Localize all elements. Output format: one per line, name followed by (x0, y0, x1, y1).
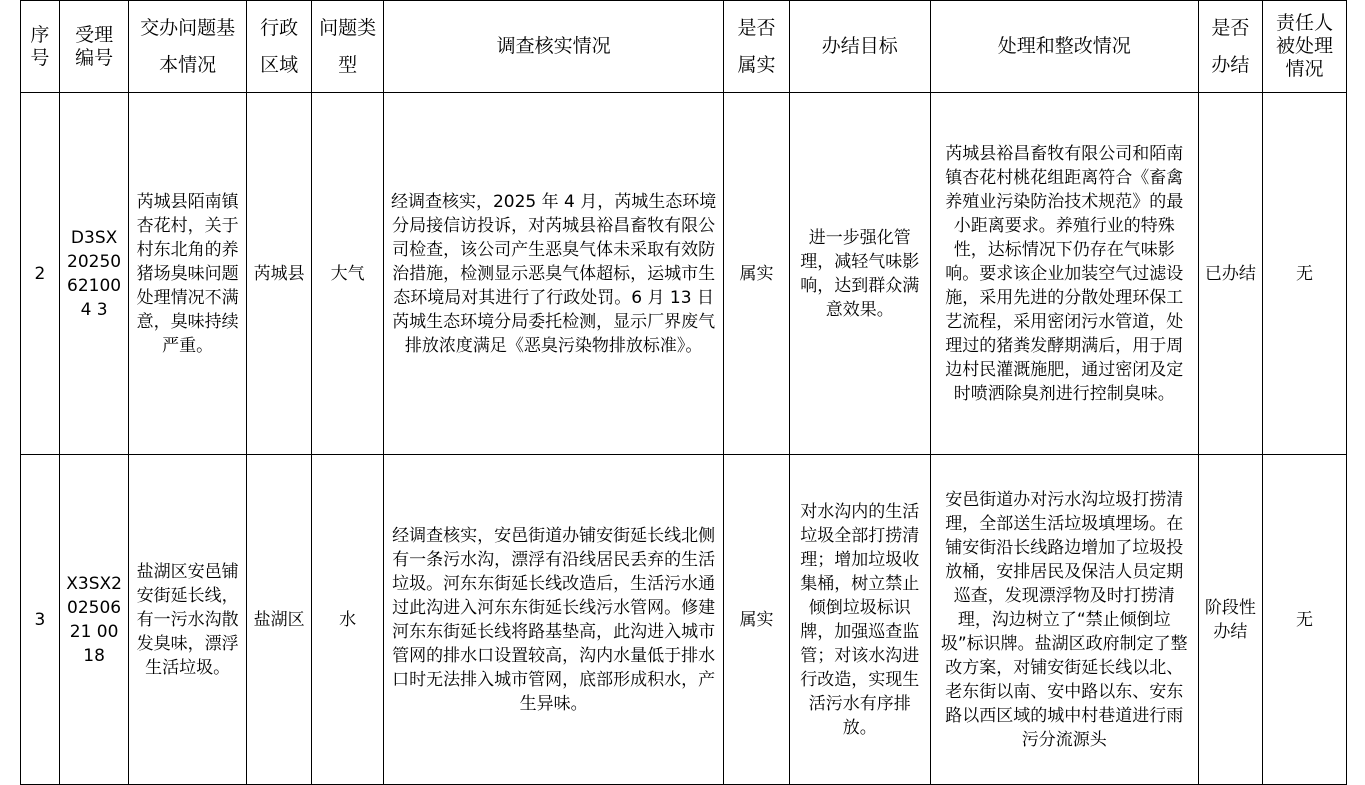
cell-type: 大气 (312, 93, 384, 455)
header-region: 行政区域 (246, 1, 311, 93)
header-is-true: 是否属实 (724, 1, 789, 93)
cell-is-done: 已办结 (1198, 93, 1262, 455)
cell-handling: 芮城县裕昌畜牧有限公司和陌南镇杏花村桃花组距离符合《畜禽养殖业污染防治技术规范》的最小距离要求。养殖行业的特殊性，达标情况下仍存在气味影响。要求该企业加装空气过滤设施，采用先进的分散处理环保工艺流程，采用密闭污水管道，处理过的猪粪发酵期满后，用于周边村民灌溉施肥，通过密闭及定时喷洒除臭剂进行控制臭味。 (930, 93, 1198, 455)
cell-accept-no: X3SX20250621 0018 (59, 455, 129, 785)
cell-responsibility: 无 (1263, 93, 1347, 455)
header-problem: 交办问题基本情况 (129, 1, 247, 93)
header-accept-no: 受理编号 (59, 1, 129, 93)
cell-investigation: 经调查核实，2025 年 4 月，芮城生态环境分局接信访投诉，对芮城县裕昌畜牧有限公司检查，该公司产生恶臭气体未采取有效防治措施，检测显示恶臭气体超标，运城市生态环境局对其进行了行政处罚。6 月 13 日芮城生态环境分局委托检测，显示厂界废气排放浓度满足《恶臭污染物排放标准》。 (383, 93, 723, 455)
case-table (20, 0, 1347, 785)
cell-goal: 进一步强化管理，减轻气味影响，达到群众满意效果。 (789, 93, 930, 455)
table-row (21, 455, 1347, 785)
cell-type: 水 (312, 455, 384, 785)
cell-seq: 2 (21, 93, 60, 455)
header-investigation: 调查核实情况 (383, 1, 723, 93)
cell-seq: 3 (21, 455, 60, 785)
cell-goal: 对水沟内的生活垃圾全部打捞清理；增加垃圾收集桶，树立禁止倾倒垃圾标识牌，加强巡查监管；对该水沟进行改造，实现生活污水有序排放。 (789, 455, 930, 785)
header-is-done: 是否办结 (1198, 1, 1262, 93)
cell-handling: 安邑街道办对污水沟垃圾打捞清理，全部送生活垃圾填埋场。在铺安街沿长线路边增加了垃圾投放桶，安排居民及保洁人员定期巡查，发现漂浮物及时打捞清理，沟边树立了“禁止倾倒垃圾”标识牌。盐湖区政府制定了整改方案，对铺安街延长线以北、老东街以南、安中路以东、安东路以西区域的城中村巷道进行雨污分流源头 (930, 455, 1198, 785)
header-goal: 办结目标 (789, 1, 930, 93)
cell-region: 盐湖区 (246, 455, 311, 785)
table-row (21, 93, 1347, 455)
cell-is-true: 属实 (724, 455, 789, 785)
header-row (21, 1, 1347, 93)
cell-problem: 盐湖区安邑铺安街延长线，有一污水沟散发臭味，漂浮生活垃圾。 (129, 455, 247, 785)
cell-is-true: 属实 (724, 93, 789, 455)
header-type: 问题类型 (312, 1, 384, 93)
cell-problem: 芮城县陌南镇杏花村，关于村东北角的养猪场臭味问题处理情况不满意，臭味持续严重。 (129, 93, 247, 455)
cell-is-done: 阶段性办结 (1198, 455, 1262, 785)
cell-accept-no: D3SX20250621004 3 (59, 93, 129, 455)
cell-region: 芮城县 (246, 93, 311, 455)
cell-investigation: 经调查核实，安邑街道办铺安街延长线北侧有一条污水沟，漂浮有沿线居民丢弃的生活垃圾。河东东街延长线改造后，生活污水通过此沟进入河东东街延长线污水管网。修建河东东街延长线将路基垫高，此沟进入城市管网的排水口设置较高，沟内水量低于排水口时无法排入城市管网，底部形成积水，产生异味。 (383, 455, 723, 785)
header-handling: 处理和整改情况 (930, 1, 1198, 93)
cell-responsibility: 无 (1263, 455, 1347, 785)
header-seq: 序号 (21, 1, 60, 93)
header-responsibility: 责任人被处理情况 (1263, 1, 1347, 93)
